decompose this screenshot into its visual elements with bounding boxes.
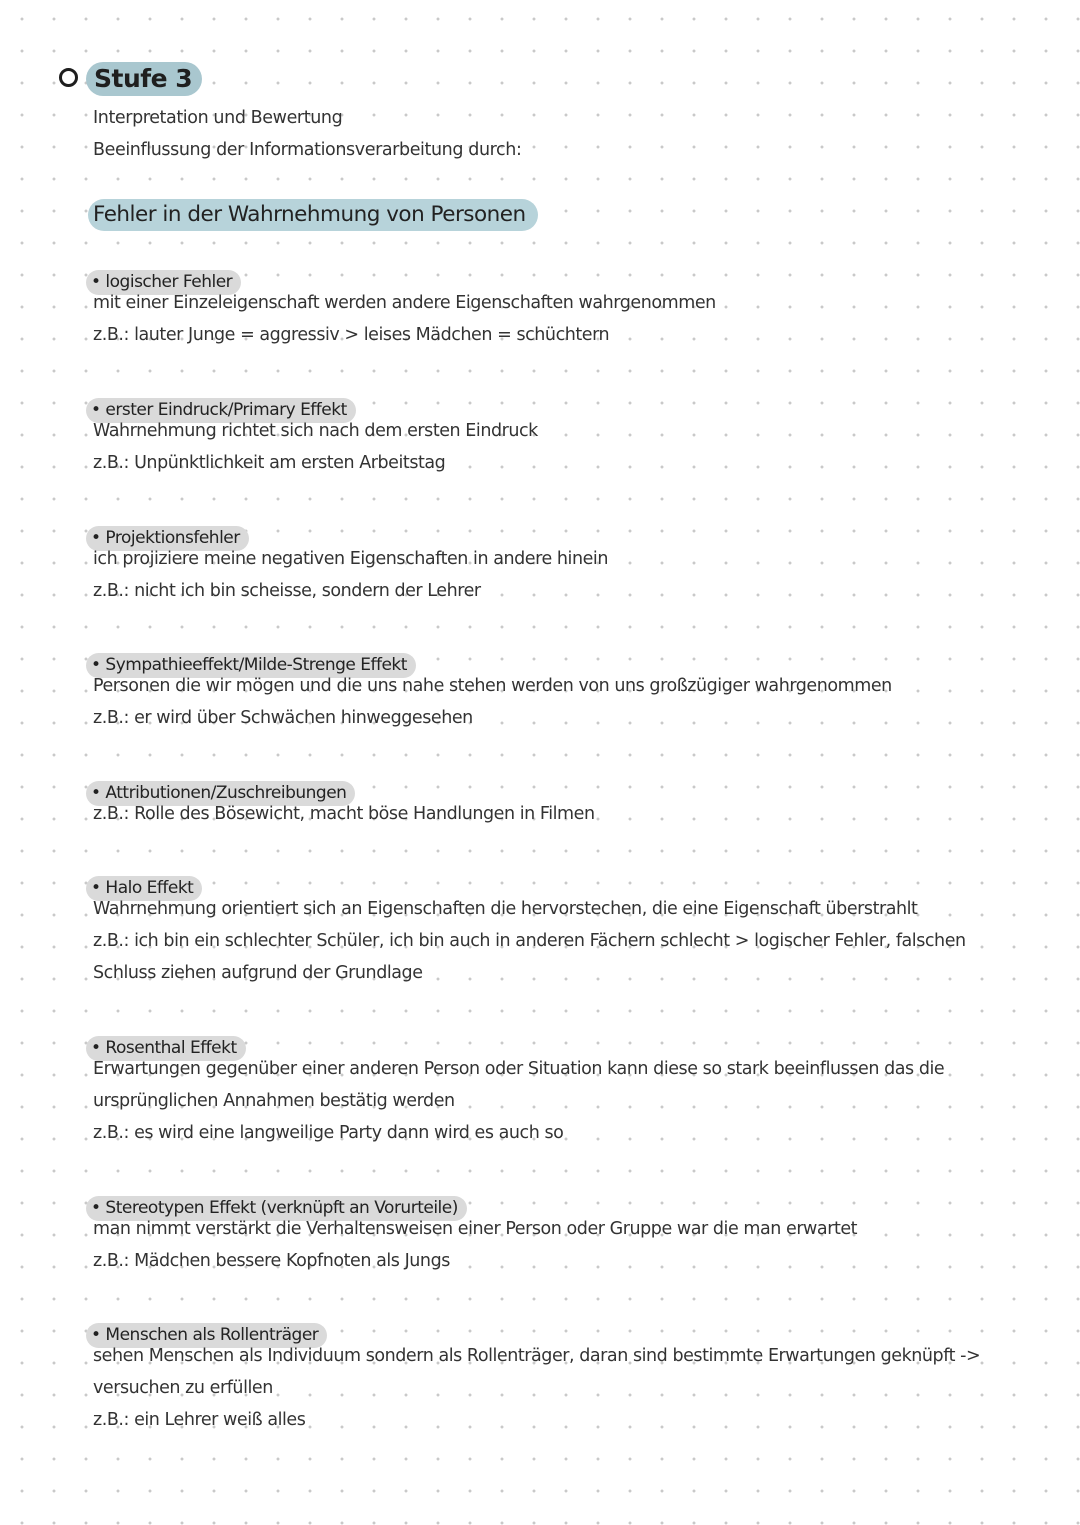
section-body [93,670,892,734]
section-line: z.B.: es wird eine langweilige Party dann wird es auch so [93,1123,564,1143]
section-line: Wahrnehmung richtet sich nach dem ersten Eindruck [93,421,538,441]
main-heading: Fehler in der Wahrnehmung von Personen [88,199,538,231]
section-line: z.B.: Rolle des Bösewicht, macht böse Handlungen in Filmen [93,804,595,824]
section-body [93,1053,944,1149]
section-line: z.B.: ich bin ein schlechter Schüler, ich bin auch in anderen Fächern schlecht > logischer Fehler, falschen [93,931,966,951]
section-body [93,415,538,479]
circle-bullet-icon [59,68,78,87]
section-line: z.B.: lauter Junge = aggressiv > leises Mädchen = schüchtern [93,325,610,345]
section-line: z.B.: Mädchen bessere Kopfnoten als Jungs [93,1251,450,1271]
section-line: Schluss ziehen aufgrund der Grundlage [93,963,423,983]
section-line: Wahrnehmung orientiert sich an Eigenschaften die hervorstechen, die eine Eigenschaft überstrahlt [93,899,918,919]
section-heading: • erster Eindruck/Primary Effekt [86,398,356,423]
section-line: Personen die wir mögen und die uns nahe stehen werden von uns großzügiger wahrgenommen [93,676,892,696]
intro-line-2: Beeinflussung der Informationsverarbeitung durch: [93,140,522,160]
section-body [93,798,595,830]
section-body [93,1213,857,1277]
section-line: z.B.: Unpünktlichkeit am ersten Arbeitstag [93,453,446,473]
section-heading: • Attributionen/Zuschreibungen [86,781,355,806]
section-heading: • Stereotypen Effekt (verknüpft an Vorurteile) [86,1196,467,1221]
section-body [93,893,966,989]
section-heading: • Sympathieeffekt/Milde-Strenge Effekt [86,653,416,678]
section-body [93,543,608,607]
section-body [93,287,716,351]
section-heading: • Projektionsfehler [86,526,249,551]
section-line: mit einer Einzeleigenschaft werden andere Eigenschaften wahrgenommen [93,293,716,313]
section-heading: • Menschen als Rollenträger [86,1323,327,1348]
section-body [93,1340,980,1436]
section-line: z.B.: nicht ich bin scheisse, sondern der Lehrer [93,581,481,601]
section-line: versuchen zu erfüllen [93,1378,273,1398]
section-line: sehen Menschen als Individuum sondern als Rollenträger, daran sind bestimmte Erwartungen geknüpft -> [93,1346,981,1366]
section-line: man nimmt verstärkt die Verhaltensweisen einer Person oder Gruppe war die man erwartet [93,1219,858,1239]
section-heading: • logischer Fehler [86,270,241,295]
section-line: ich projiziere meine negativen Eigenschaften in andere hinein [93,549,608,569]
section-heading: • Rosenthal Effekt [86,1036,246,1061]
stufe-title: Stufe 3 [86,62,202,96]
intro-line-1: Interpretation und Bewertung [93,108,343,128]
section-line: ursprünglichen Annahmen bestätig werden [93,1091,455,1111]
section-line: Erwartungen gegenüber einer anderen Person oder Situation kann diese so stark beeinflussen das die [93,1059,945,1079]
section-line: z.B.: er wird über Schwächen hinweggesehen [93,708,473,728]
section-heading: • Halo Effekt [86,876,202,901]
intro-text [93,102,521,166]
section-line: z.B.: ein Lehrer weiß alles [93,1410,306,1430]
